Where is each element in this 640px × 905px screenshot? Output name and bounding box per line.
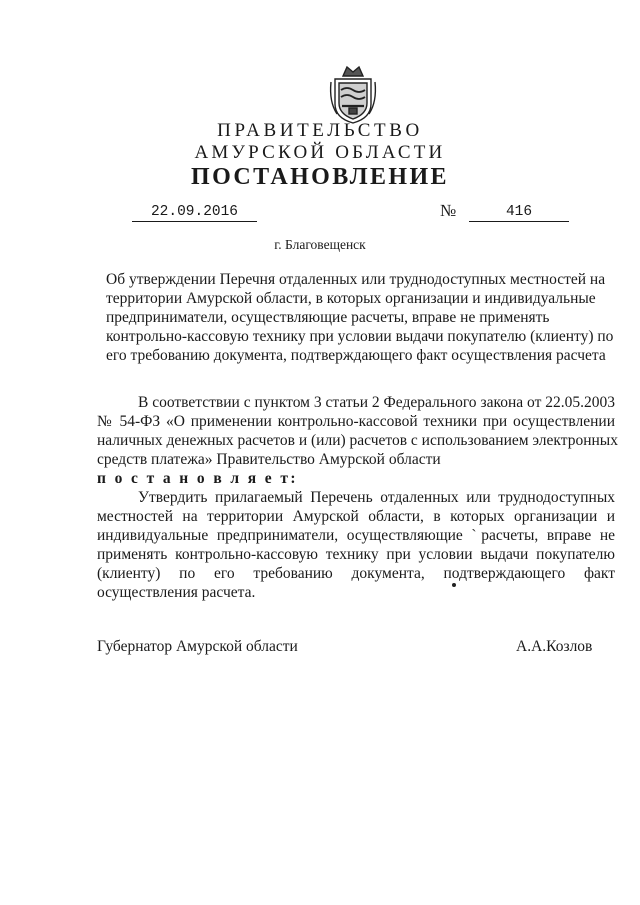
coat-of-arms-icon xyxy=(327,62,379,126)
title-line: контрольно-кассовую технику при условии выдачи покупателю (клиенту) по xyxy=(106,328,614,345)
decree-body xyxy=(97,393,618,602)
decree-date: 22.09.2016 xyxy=(132,204,257,222)
preamble-line: № 54-ФЗ «О применении контрольно-кассовой техники при осуществлении xyxy=(97,413,615,430)
decree-number: 416 xyxy=(469,204,569,222)
resolution-line: Утвердить прилагаемый Перечень отдаленных или труднодоступных xyxy=(138,489,615,506)
city-name: г. Благовещенск xyxy=(274,237,366,252)
government-title-line1: ПРАВИТЕЛЬСТВО xyxy=(217,120,423,141)
title-line: Об утверждении Перечня отдаленных или труднодоступных местностей на xyxy=(106,271,606,288)
resolution-line: местностей на территории Амурской области, в которых организации и xyxy=(97,508,615,525)
resolution-line: (клиенту) по его требованию документа, подтверждающего факт xyxy=(97,565,615,582)
title-line: территории Амурской области, в которых организации и индивидуальные xyxy=(106,290,596,307)
ink-mark xyxy=(452,583,456,587)
resolves-word: п о с т а н о в л я е т: xyxy=(97,470,298,487)
resolution-line: осуществления расчета. xyxy=(97,584,256,601)
signatory-position: Губернатор Амурской области xyxy=(97,638,298,655)
resolution-line: индивидуальные предприниматели, осуществляющие ˋрасчеты, вправе не xyxy=(97,527,615,544)
resolution-line: применять контрольно-кассовую технику при условии выдачи покупателю xyxy=(97,546,615,563)
title-line: его требованию документа, подтверждающего факт осуществления расчета xyxy=(106,347,606,364)
signatory-name: А.А.Козлов xyxy=(516,638,593,655)
preamble-line: наличных денежных расчетов и (или) расчетов с использованием электронных xyxy=(97,432,618,449)
preamble-line: средств платежа» Правительство Амурской области xyxy=(97,451,441,468)
document-type-heading: ПОСТАНОВЛЕНИЕ xyxy=(191,164,449,190)
number-sign: № xyxy=(440,201,457,220)
government-title-line2: АМУРСКОЙ ОБЛАСТИ xyxy=(194,142,446,163)
preamble-line: В соответствии с пунктом 3 статьи 2 Федерального закона от 22.05.2003 xyxy=(138,394,615,411)
decree-title xyxy=(106,270,614,365)
title-line: предприниматели, осуществляющие расчеты, вправе не применять xyxy=(106,309,550,326)
